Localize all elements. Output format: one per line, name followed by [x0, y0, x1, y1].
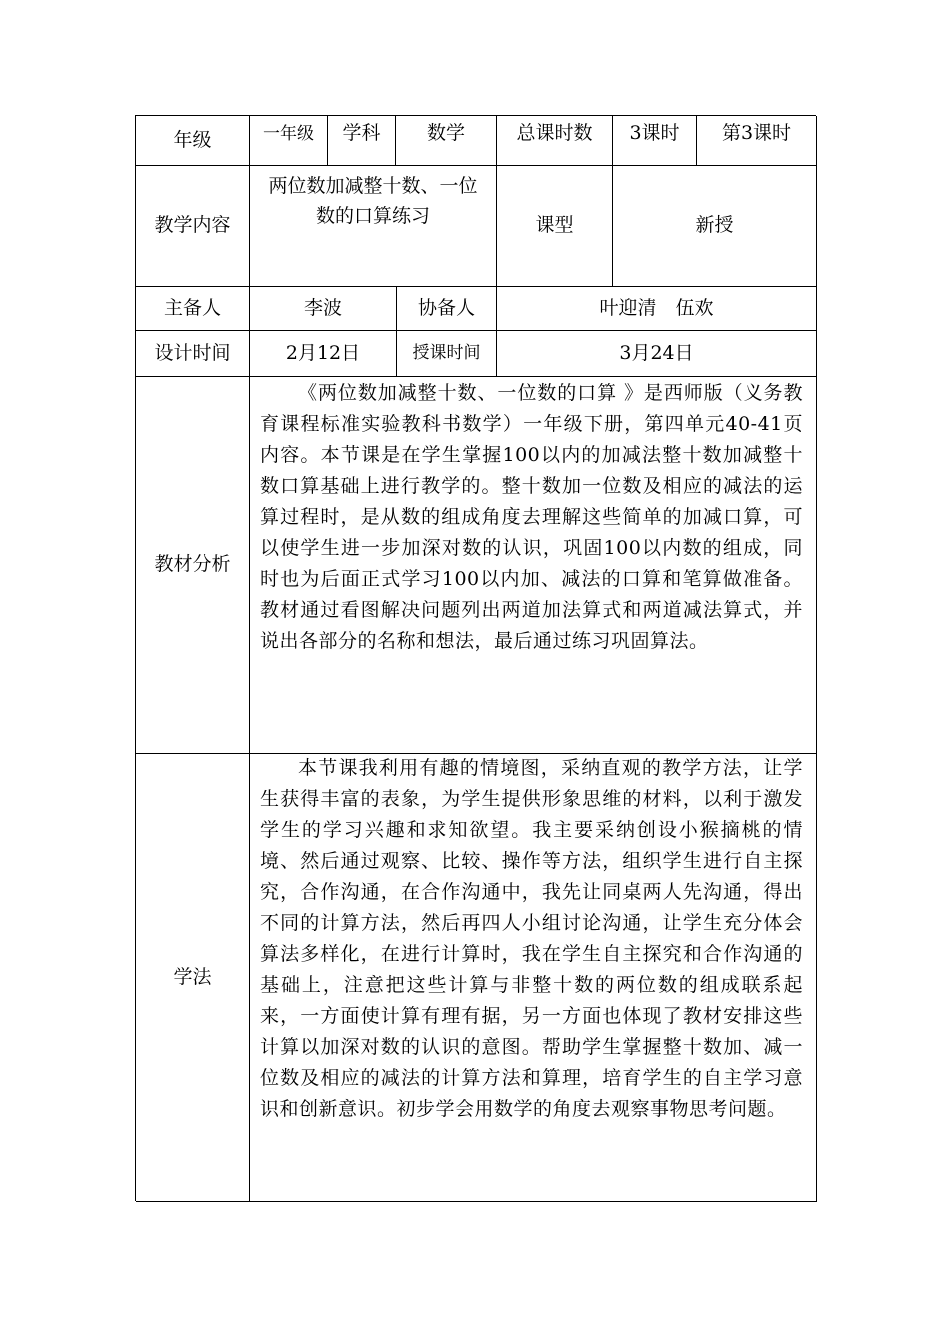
total-hours-label — [497, 116, 613, 166]
design-time-label — [136, 330, 250, 377]
current-hour — [697, 116, 817, 166]
content-label — [136, 165, 250, 287]
lead-value — [250, 286, 397, 331]
total-hours-value — [613, 116, 697, 166]
type-label — [497, 165, 613, 287]
content-value — [250, 165, 497, 287]
teach-time-value-text: 3月24日 — [619, 341, 694, 364]
current-hour-text: 第3课时 — [721, 122, 792, 144]
subject-value-text: 数学 — [426, 122, 465, 144]
subject-value — [396, 116, 497, 166]
type-value — [613, 165, 817, 287]
design-time-value-text: 2月12日 — [285, 341, 361, 364]
teach-time-label — [397, 330, 497, 377]
design-time-label-text: 设计时间 — [154, 341, 231, 364]
assist-label-text: 协备人 — [417, 296, 475, 319]
content-label-text: 教学内容 — [154, 214, 231, 237]
method-text: 本节课我利用有趣的情境图，采纳直观的教学方法，让学生获得丰富的表象，为学生提供形象思维的材料，以利于激发学生的学习兴趣和求知欲望。我主要采纳创设小猴摘桃的情境、然后通过观察、比较、操作等方法，组织学生进行自主探究，合作沟通，在合作沟通中，我先让同桌两人先沟通，得出不同的计算方法，然后再四人小组讨论沟通，让学生充分体会算法多样化，在进行计算时，我在学生自主探究和合作沟通的基础上，注意把这些计算与非整十数的两位数的组成联系起来，一方面使计算有理有据，另一方面也体现了教材安排这些计算以加深对数的认识的意图。帮助学生掌握整十数加、减一位数及相应的减法的计算方法和算理，培育学生的自主学习意识和创新意识。初步学会用数学的角度去观察事物思考问题。 — [260, 757, 803, 1120]
grade-value — [250, 116, 328, 166]
assist-value — [497, 286, 817, 331]
lead-label — [136, 286, 250, 331]
grade-label-text: 年级 — [173, 129, 212, 152]
lesson-plan-table — [135, 115, 816, 1201]
teach-time-value — [497, 330, 817, 377]
analysis-text: 《两位数加减整十数、一位数的口算 》是西师版（义务教育课程标准实验教科书数学）一年级下册，第四单元40-41页内容。本节课是在学生掌握100以内的加减法整十数加减整十数口算基础上进行教学的。整十数加一位数及相应的减法的运算过程时，是从数的组成角度去理解这些简单的加减口算，可以使学生进一步加深对数的认识，巩固100以内数的组成，同时也为后面正式学习100以内加、减法的口算和笔算做准备。教材通过看图解决问题列出两道加法算式和两道减法算式，并说出各部分的名称和想法，最后通过练习巩固算法。 — [260, 382, 803, 652]
method-cell — [250, 753, 817, 1202]
teach-time-label-text: 授课时间 — [412, 342, 481, 363]
subject-label-text: 学科 — [342, 122, 381, 144]
subject-label — [328, 116, 396, 166]
analysis-label-text: 教材分析 — [154, 553, 231, 576]
grade-label — [136, 116, 250, 166]
analysis-cell — [250, 376, 817, 754]
type-value-text: 新授 — [695, 214, 734, 237]
content-value-text: 两位数加减整十数、一位数的口算练习 — [268, 175, 478, 227]
grade-value-text: 一年级 — [263, 124, 314, 144]
total-hours-label-text: 总课时数 — [516, 122, 593, 144]
assist-value-text: 叶迎清 伍欢 — [599, 296, 714, 319]
method-label-text: 学法 — [173, 965, 212, 988]
analysis-label — [136, 376, 250, 754]
method-label — [136, 753, 250, 1202]
assist-label — [397, 286, 497, 331]
design-time-value — [250, 330, 397, 377]
lead-value-text: 李波 — [303, 296, 342, 319]
type-label-text: 课型 — [535, 214, 574, 237]
total-hours-value-text: 3课时 — [629, 122, 680, 144]
lead-label-text: 主备人 — [163, 296, 221, 319]
